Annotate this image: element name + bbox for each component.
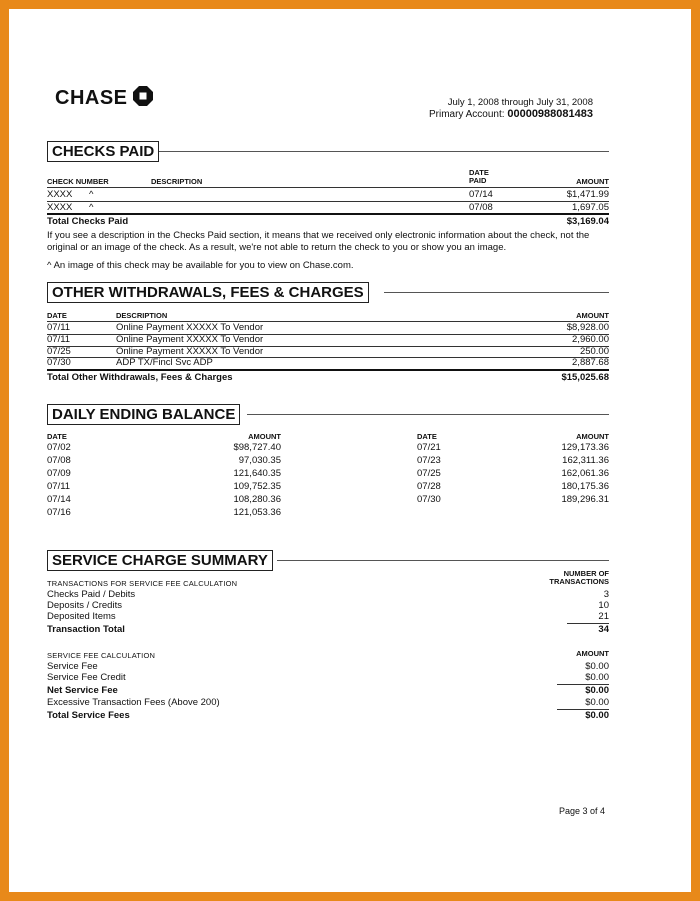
balance-date: 07/25 xyxy=(417,468,441,479)
balance-amount: 129,173.36 xyxy=(561,442,609,453)
tx-value: 21 xyxy=(598,611,609,622)
balance-amount: 121,640.35 xyxy=(233,468,281,479)
col-description: DESCRIPTION xyxy=(116,311,168,320)
table-rule xyxy=(47,187,609,188)
checks-note: If you see a description in the Checks Paid section, it means that we received only electronic information about the check, not the original or an image of the check. As a result, we're not able to return the check to you or show you an image. xyxy=(47,230,590,253)
balance-date: 07/11 xyxy=(47,481,71,492)
row-description: ADP TX/Fincl Svc ADP xyxy=(116,357,213,368)
table-rule xyxy=(47,201,609,202)
col-number-of-transactions: NUMBER OF TRANSACTIONS xyxy=(549,569,609,586)
section-rule xyxy=(384,292,609,293)
col-date: DATE xyxy=(47,311,67,320)
checks-total-amount: $3,169.04 xyxy=(566,216,609,227)
withdrawals-total-amount: $15,025.68 xyxy=(561,372,609,383)
image-marker: ^ xyxy=(89,202,94,213)
fee-value: $0.00 xyxy=(585,672,609,683)
col-date-paid: DATE PAID xyxy=(469,168,489,185)
amount: $1,471.99 xyxy=(566,189,609,200)
section-rule xyxy=(159,151,609,152)
tx-value: 3 xyxy=(603,589,609,600)
balance-amount: 109,752.35 xyxy=(233,481,281,492)
balance-date: 07/08 xyxy=(47,455,71,466)
withdrawals-total-label: Total Other Withdrawals, Fees & Charges xyxy=(47,372,233,383)
balance-amount: 162,061.36 xyxy=(561,468,609,479)
tx-total-value: 34 xyxy=(598,624,609,635)
date-paid: 07/08 xyxy=(469,202,493,213)
col-date-left: DATE xyxy=(47,432,67,441)
tx-total-label: Transaction Total xyxy=(47,624,125,635)
col-amount: AMOUNT xyxy=(576,649,609,658)
tx-label: Deposits / Credits xyxy=(47,600,122,611)
balance-date: 07/02 xyxy=(47,442,71,453)
balance-date: 07/21 xyxy=(417,442,441,453)
page-number: Page 3 of 4 xyxy=(558,806,605,816)
row-amount: $8,928.00 xyxy=(566,322,609,333)
col-amount-right: AMOUNT xyxy=(576,432,609,441)
statement-period: July 1, 2008 through July 31, 2008 xyxy=(447,97,593,108)
check-number: XXXX xyxy=(47,189,73,200)
total-fees-value: $0.00 xyxy=(585,710,609,721)
checks-total-label: Total Checks Paid xyxy=(47,216,129,227)
balance-date: 07/23 xyxy=(417,455,441,466)
image-availability-note: ^ An image of this check may be available for you to view on Chase.com. xyxy=(47,260,354,271)
service-summary-title: SERVICE CHARGE SUMMARY xyxy=(47,550,273,571)
row-description: Online Payment XXXXX To Vendor xyxy=(116,322,264,333)
account-line xyxy=(353,108,593,120)
row-amount: 2,960.00 xyxy=(572,334,609,345)
balance-amount: 189,296.31 xyxy=(561,494,609,505)
row-description: Online Payment XXXXX To Vendor xyxy=(116,334,264,345)
excess-fee-label: Excessive Transaction Fees (Above 200) xyxy=(47,697,220,708)
row-date: 07/11 xyxy=(47,322,71,333)
account-label: Primary Account: xyxy=(428,109,505,120)
row-amount: 250.00 xyxy=(579,346,609,357)
col-amount-left: AMOUNT xyxy=(248,432,281,441)
excess-fee-value: $0.00 xyxy=(585,697,609,708)
balance-date: 07/30 xyxy=(417,494,441,505)
balance-amount: 97,030.35 xyxy=(238,455,281,466)
balance-date: 07/28 xyxy=(417,481,441,492)
row-date: 07/30 xyxy=(47,357,71,368)
balance-amount: $98,727.40 xyxy=(233,442,281,453)
total-fees-label: Total Service Fees xyxy=(47,710,130,721)
date-paid: 07/14 xyxy=(469,189,493,200)
account-number: 00000988081483 xyxy=(507,108,593,120)
check-number: XXXX xyxy=(47,202,73,213)
row-description: Online Payment XXXXX To Vendor xyxy=(116,346,264,357)
net-fee-label: Net Service Fee xyxy=(47,685,118,696)
tx-label: Checks Paid / Debits xyxy=(47,589,136,600)
balance-amount: 108,280.36 xyxy=(233,494,281,505)
fee-label: Service Fee xyxy=(47,661,98,672)
col-check-number: CHECK NUMBER xyxy=(47,177,109,186)
col-amount: AMOUNT xyxy=(576,177,609,186)
total-rule xyxy=(47,369,609,371)
balance-amount: 162,311.36 xyxy=(562,455,609,466)
row-date: 07/25 xyxy=(47,346,71,357)
fee-label: Service Fee Credit xyxy=(47,672,126,683)
col-amount: AMOUNT xyxy=(576,311,609,320)
col-date-right: DATE xyxy=(417,432,437,441)
tx-label: Deposited Items xyxy=(47,611,116,622)
fee-value: $0.00 xyxy=(585,661,609,672)
row-date: 07/11 xyxy=(47,334,71,345)
section-rule xyxy=(277,560,609,561)
net-fee-value: $0.00 xyxy=(585,685,609,696)
fee-caption: SERVICE FEE CALCULATION xyxy=(47,651,156,660)
daily-balance-title: DAILY ENDING BALANCE xyxy=(47,404,240,425)
balance-date: 07/14 xyxy=(47,494,71,505)
bank-logo-text: CHASE xyxy=(55,87,128,109)
tx-caption: TRANSACTIONS FOR SERVICE FEE CALCULATION xyxy=(47,579,238,588)
total-rule xyxy=(47,213,609,215)
tx-value: 10 xyxy=(598,600,609,611)
balance-date: 07/16 xyxy=(47,507,71,518)
withdrawals-title: OTHER WITHDRAWALS, FEES & CHARGES xyxy=(47,282,369,303)
image-marker: ^ xyxy=(89,189,94,200)
checks-paid-title: CHECKS PAID xyxy=(47,141,159,162)
col-description: DESCRIPTION xyxy=(151,177,203,186)
statement-page xyxy=(9,9,691,892)
balance-amount: 121,053.36 xyxy=(233,507,281,518)
balance-date: 07/09 xyxy=(47,468,71,479)
section-rule xyxy=(247,414,609,415)
amount: 1,697.05 xyxy=(572,202,609,213)
balance-amount: 180,175.36 xyxy=(561,481,609,492)
octagon-logo-icon xyxy=(133,86,153,106)
row-amount: 2,887.68 xyxy=(572,357,609,368)
